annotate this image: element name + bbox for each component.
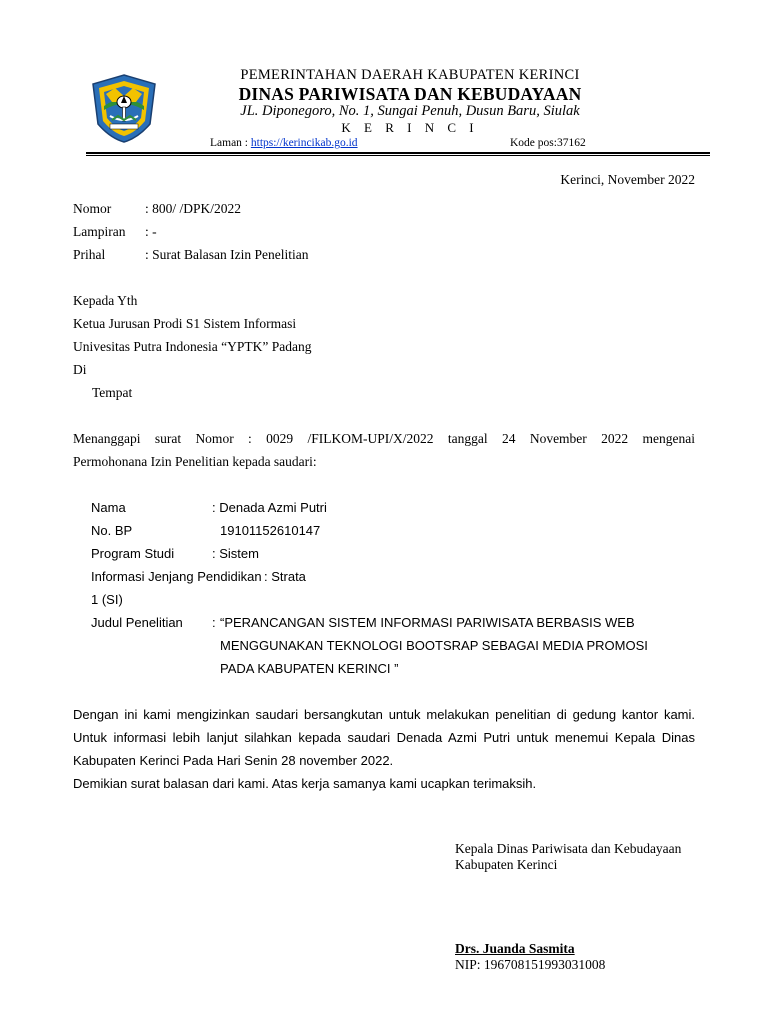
body-line-1: Dengan ini kami mengizinkan saudari bersangkutan untuk melakukan penelitian di gedung kantor kami. [73, 707, 695, 722]
signatory-nip: NIP: 196708151993031008 [455, 957, 606, 972]
meta-value-nomor: : 800/ /DPK/2022 [145, 201, 242, 216]
student-title-label: Judul Penelitian [91, 615, 183, 630]
header-government: PEMERINTAHAN DAERAH KABUPATEN KERINCI [240, 67, 580, 83]
place-date: Kerinci, November 2022 [560, 172, 695, 187]
recipient-institution: Univesitas Putra Indonesia “YPTK” Padang [73, 339, 312, 354]
student-title-line-3: PADA KABUPATEN KERINCI ” [220, 661, 399, 676]
body-closing: Demikian surat balasan dari kami. Atas kerja samanya kami ucapkan terimaksih. [73, 776, 537, 791]
intro-paragraph [73, 427, 695, 473]
student-bp-label: No. BP [91, 523, 133, 538]
student-jenjang-value: : Strata [264, 569, 306, 584]
meta-label-nomor: Nomor [73, 201, 112, 216]
student-name-value: : Denada Azmi Putri [212, 500, 327, 515]
header-postal-code: Kode pos:37162 [510, 137, 586, 149]
intro-line-2: Permohonana Izin Penelitian kepada saudari: [73, 454, 317, 469]
recipient-di: Di [73, 362, 87, 377]
recipient-salutation: Kepada Yth [73, 293, 138, 308]
header-address: JL. Diponegoro, No. 1, Sungai Penuh, Dusun Baru, Siulak [240, 103, 580, 119]
student-title-line-1: “PERANCANGAN SISTEM INFORMASI PARIWISATA BERBASIS WEB [220, 615, 635, 630]
header-divider-thin [86, 155, 710, 156]
meta-label-lampiran: Lampiran [73, 224, 126, 239]
student-name-label: Nama [91, 500, 126, 515]
student-title-line-2: MENGGUNAKAN TEKNOLOGI BOOTSRAP SEBAGAI MEDIA PROMOSI [220, 638, 648, 653]
header-city: K E R I N C I [341, 120, 479, 135]
student-prodi-value: : Sistem [212, 546, 259, 561]
signature-title-2: Kabupaten Kerinci [455, 857, 558, 872]
website-label: Laman : [210, 137, 251, 149]
student-prodi-label: Program Studi [91, 546, 175, 561]
student-jenjang-label: Informasi Jenjang Pendidikan [91, 569, 262, 584]
body-line-3: Kabupaten Kerinci Pada Hari Senin 28 november 2022. [73, 753, 394, 768]
meta-value-lampiran: : - [145, 224, 157, 239]
website-link[interactable]: https://kerincikab.go.id [250, 137, 358, 149]
student-jenjang-continued: 1 (SI) [91, 592, 123, 607]
header-website [210, 137, 358, 149]
recipient-place: Tempat [92, 385, 133, 400]
body-paragraph [73, 703, 695, 795]
signature-title-1: Kepala Dinas Pariwisata dan Kebudayaan [455, 841, 682, 856]
body-line-2: Untuk informasi lebih lanjut silahkan kepada saudari Denada Azmi Putri untuk menemui Kepala Dinas [73, 730, 695, 745]
meta-label-prihal: Prihal [73, 247, 106, 262]
intro-line-1: Menanggapi surat Nomor : 0029 /FILKOM-UPI/X/2022 tanggal 24 November 2022 mengenai [73, 431, 695, 446]
meta-value-prihal: : Surat Balasan Izin Penelitian [145, 247, 309, 262]
header-divider-thick [86, 152, 710, 154]
recipient-position: Ketua Jurusan Prodi S1 Sistem Informasi [73, 316, 297, 331]
student-title-colon: : [212, 615, 216, 630]
kerinci-regency-logo [88, 72, 160, 144]
signatory-name: Drs. Juanda Sasmita [455, 941, 575, 956]
header-agency: DINAS PARIWISATA DAN KEBUDAYAAN [238, 84, 582, 104]
student-bp-value: 19101152610147 [220, 523, 321, 538]
